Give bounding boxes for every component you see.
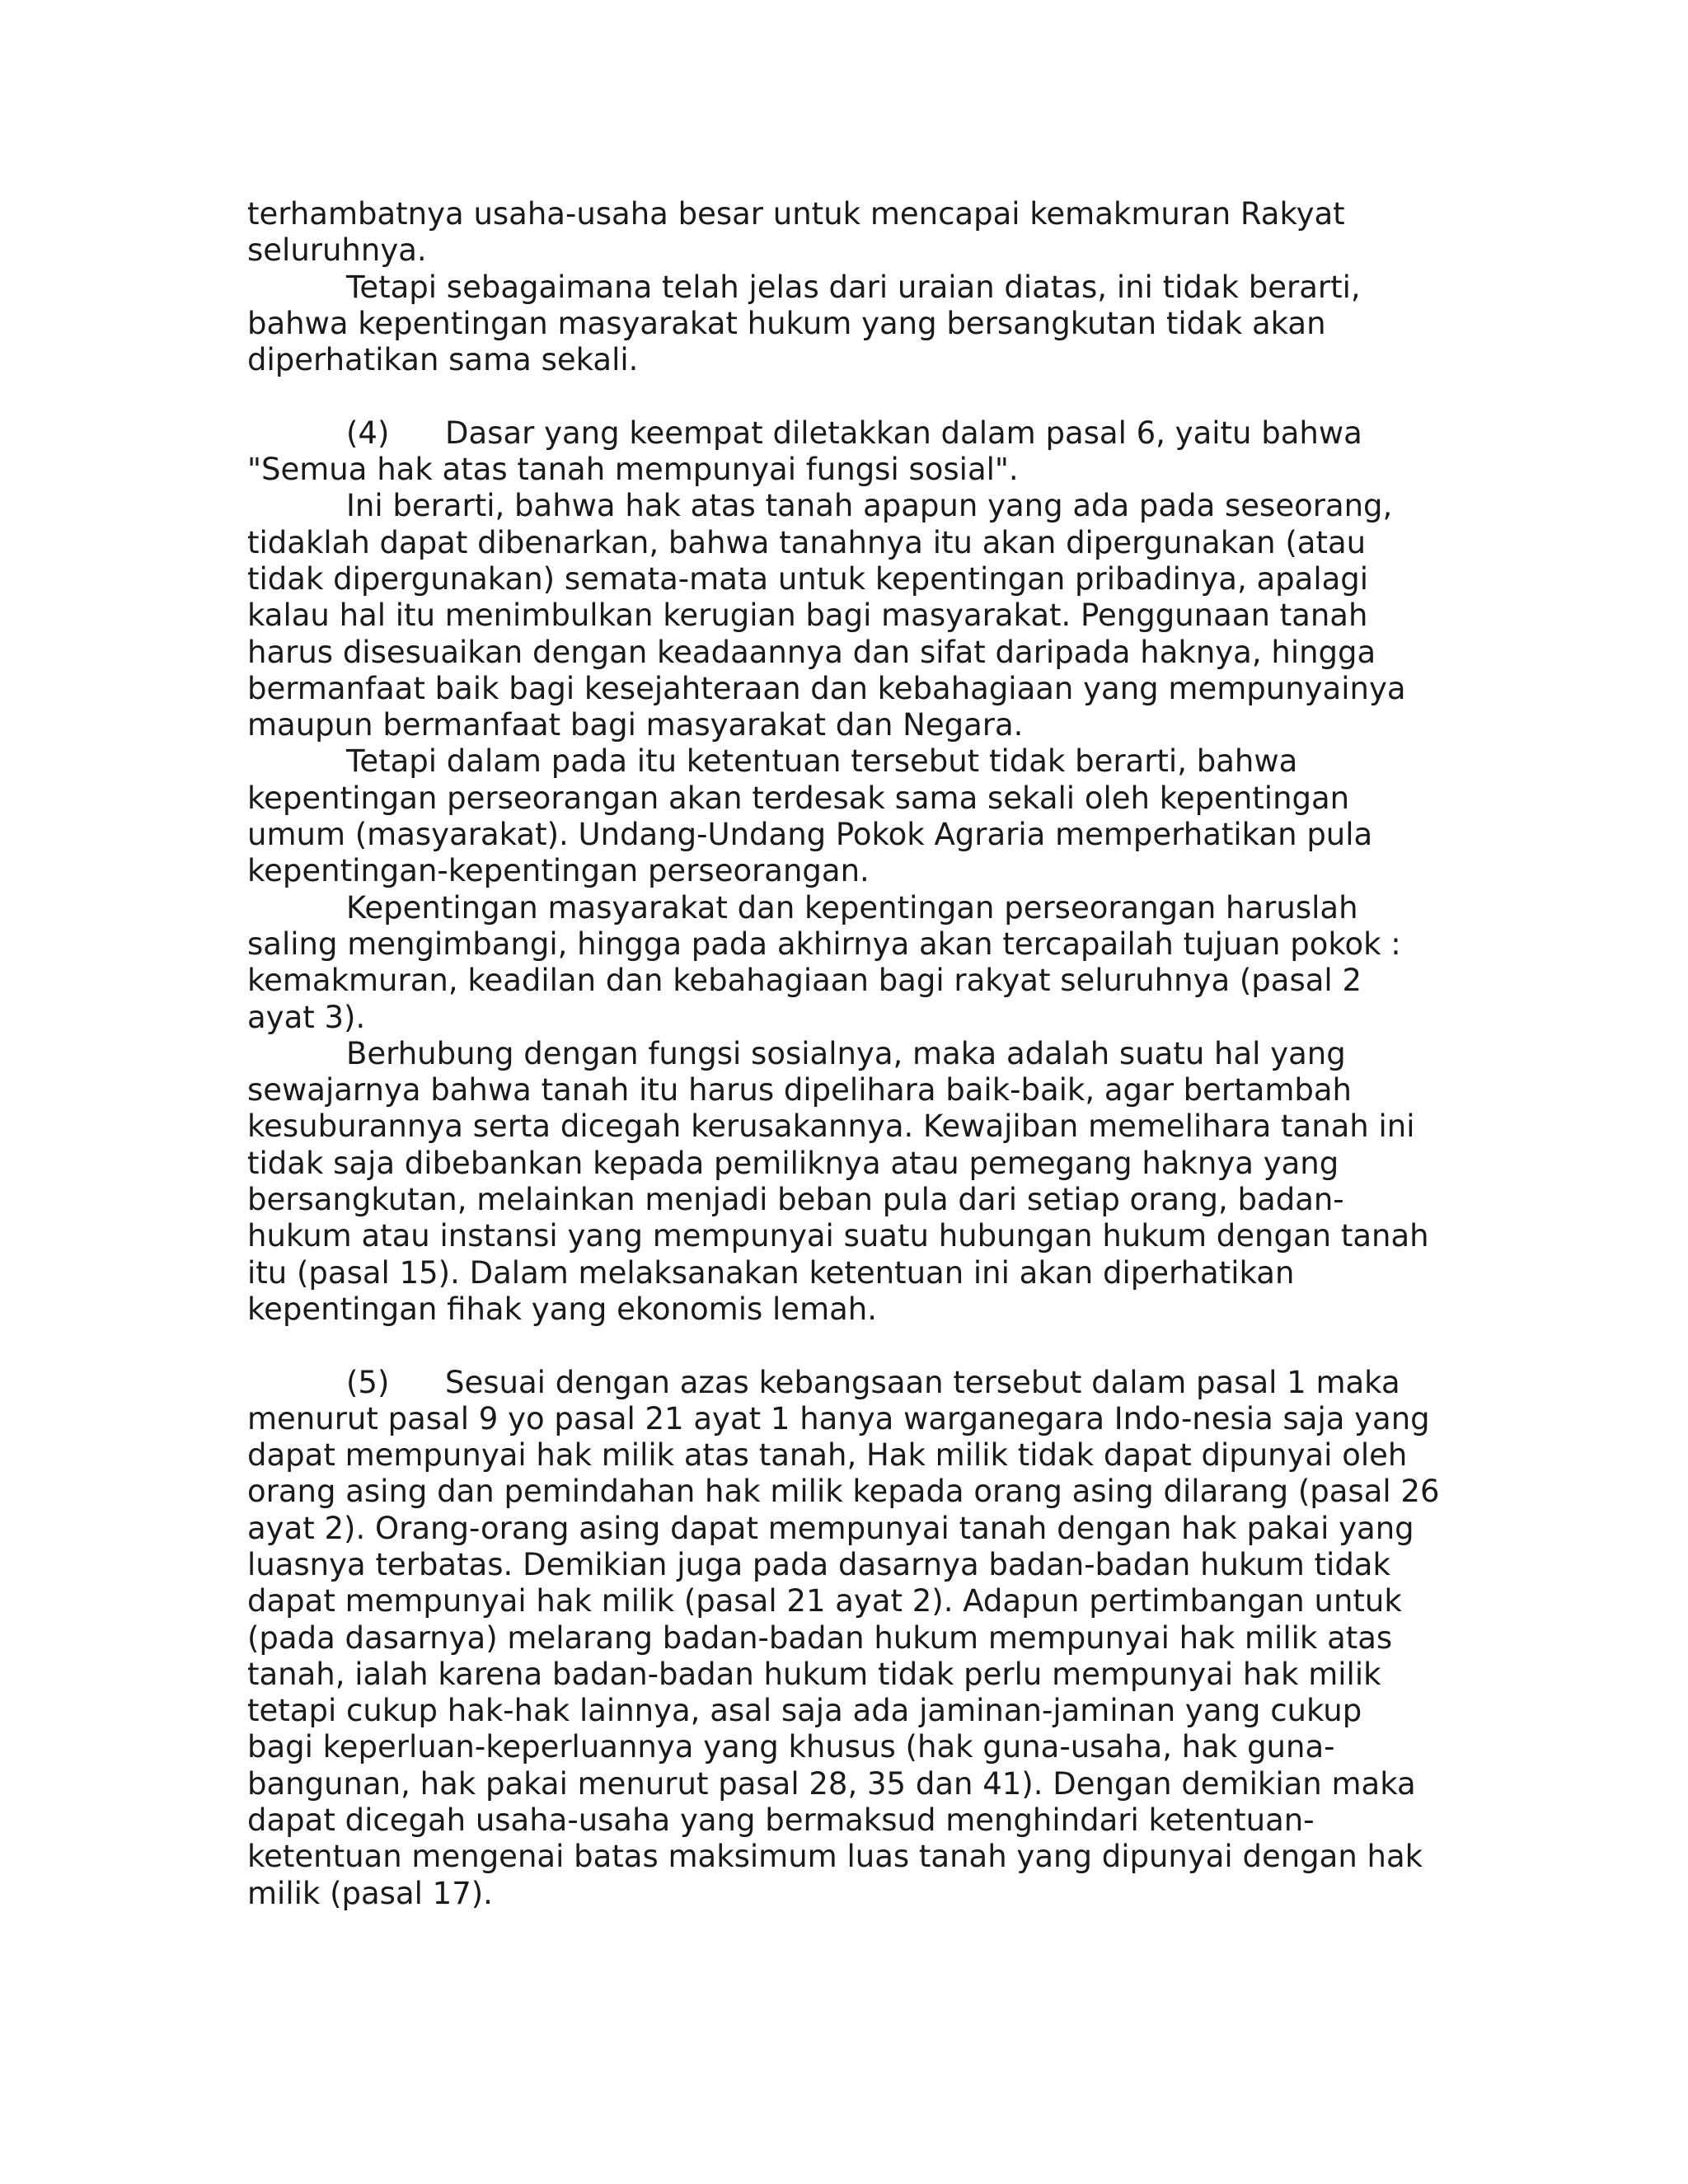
line-text: Tetapi dalam pada itu ketentuan tersebut tidak berarti, bahwa [346,743,1298,780]
paragraph [247,890,1451,1036]
text-line [247,1583,1451,1619]
line-text: saling mengimbangi, hingga pada akhirnya akan tercapailah tujuan pokok : [247,926,1401,962]
line-text: kepentingan-kepentingan perseorangan. [247,853,870,889]
text-line [247,1036,1451,1072]
line-text: menurut pasal 9 yo pasal 21 ayat 1 hanya warganegara Indo-nesia saja yang [247,1400,1430,1436]
line-text: tidaklah dapat dibenarkan, bahwa tanahnya itu akan dipergunakan (atau [247,524,1367,560]
text-line [247,488,1451,524]
line-text: Kepentingan masyarakat dan kepentingan perseorangan haruslah [346,889,1358,926]
line-text: umum (masyarakat). Undang-Undang Pokok Agraria memperhatikan pula [247,817,1373,853]
line-text: seluruhnya. [247,232,427,269]
text-line [247,1729,1451,1765]
line-text: milik (pasal 17). [247,1875,493,1911]
line-text: tanah, ialah karena badan-badan hukum tidak perlu mempunyai hak milik [247,1656,1381,1692]
line-text: kepentingan perseorangan akan terdesak sama sekali oleh kepentingan [247,780,1350,816]
line-text: Ini berarti, bahwa hak atas tanah apapun yang ada pada seseorang, [346,488,1393,524]
line-text: maupun bermanfaat bagi masyarakat dan Negara. [247,707,1024,743]
line-text: ayat 3). [247,999,366,1035]
text-line [247,342,1451,378]
paragraph [247,196,1451,269]
line-text: kesuburannya serta dicegah kerusakannya. Kewajiban memelihara tanah ini [247,1108,1415,1145]
line-text: "Semua hak atas tanah mempunyai fungsi sosial". [247,452,1019,488]
line-text: Dasar yang keempat diletakkan dalam pasal 6, yaitu bahwa [445,415,1362,451]
text-line [247,1766,1451,1802]
text-line [247,1291,1451,1328]
text-line [247,269,1451,306]
text-line [247,1072,1451,1108]
line-text: dapat mempunyai hak milik (pasal 21 ayat 2). Adapun pertimbangan untuk [247,1583,1402,1619]
line-text: bangunan, hak pakai menurut pasal 28, 35 dan 41). Dengan demikian maka [247,1765,1416,1802]
paragraph [247,1036,1451,1328]
text-line [247,1547,1451,1583]
line-text: ayat 2). Orang-orang asing dapat mempunyai tanah dengan hak pakai yang [247,1510,1414,1546]
line-text: Sesuai dengan azas kebangsaan tersebut dalam pasal 1 maka [445,1364,1400,1400]
text-line [247,890,1451,926]
text-line [247,743,1451,780]
line-text: kemakmuran, keadilan dan kebahagiaan bagi rakyat seluruhnya (pasal 2 [247,963,1362,999]
text-line [247,1000,1451,1036]
paragraph-number: (5) [346,1364,390,1400]
text-line [247,1437,1451,1474]
line-text: terhambatnya usaha-usaha besar untuk mencapai kemakmuran Rakyat [247,196,1345,232]
text-line [247,561,1451,598]
text-line [247,1511,1451,1547]
text-line [247,1876,1451,1912]
text-line [247,1182,1451,1218]
text-line [247,452,1451,488]
text-line [247,1108,1451,1145]
line-text: Berhubung dengan fungsi sosialnya, maka adalah suatu hal yang [346,1035,1346,1071]
text-line [247,635,1451,671]
line-text: itu (pasal 15). Dalam melaksanakan ketentuan ini akan diperhatikan [247,1254,1295,1291]
numbered-paragraph [247,1365,1451,1912]
paragraph-number: (4) [346,415,390,451]
line-text: hukum atau instansi yang mempunyai suatu hubungan hukum dengan tanah [247,1218,1429,1254]
text-line [247,1365,1451,1401]
line-text: ketentuan mengenai batas maksimum luas tanah yang dipunyai dengan hak [247,1839,1423,1875]
text-line [247,415,1451,452]
line-text: kalau hal itu menimbulkan kerugian bagi masyarakat. Penggunaan tanah [247,598,1368,634]
numbered-paragraph [247,415,1451,489]
text-line [247,963,1451,999]
text-line [247,196,1451,232]
paragraph-gap [247,378,1451,415]
line-text: (pada dasarnya) melarang badan-badan hukum mempunyai hak milik atas [247,1619,1393,1656]
paragraph [247,269,1451,379]
text-line [247,1620,1451,1657]
line-text: bahwa kepentingan masyarakat hukum yang bersangkutan tidak akan [247,305,1326,341]
document-page [247,196,1451,1912]
text-line [247,926,1451,963]
line-text: orang asing dan pemindahan hak milik kepada orang asing dilarang (pasal 26 [247,1474,1440,1510]
paragraph [247,743,1451,889]
line-text: sewajarnya bahwa tanah itu harus dipelihara baik-baik, agar bertambah [247,1072,1352,1108]
text-line [247,1657,1451,1693]
line-text: Tetapi sebagaimana telah jelas dari uraian diatas, ini tidak berarti, [346,269,1361,305]
text-line [247,1255,1451,1291]
line-text: harus disesuaikan dengan keadaannya dan sifat daripada haknya, hingga [247,634,1376,670]
line-text: tidak saja dibebankan kepada pemiliknya atau pemegang haknya yang [247,1145,1339,1181]
paragraph [247,488,1451,743]
text-line [247,853,1451,889]
line-text: kepentingan fihak yang ekonomis lemah. [247,1291,877,1327]
text-line [247,1839,1451,1875]
text-line [247,707,1451,743]
line-text: luasnya terbatas. Demikian juga pada dasarnya badan-badan hukum tidak [247,1546,1390,1582]
line-text: bermanfaat baik bagi kesejahteraan dan kebahagiaan yang mempunyainya [247,670,1406,706]
line-text: dapat mempunyai hak milik atas tanah, Hak milik tidak dapat dipunyai oleh [247,1437,1408,1474]
text-line [247,306,1451,342]
line-text: tetapi cukup hak-hak lainnya, asal saja ada jaminan-jaminan yang cukup [247,1693,1362,1729]
text-line [247,817,1451,853]
line-text: dapat dicegah usaha-usaha yang bermaksud menghindari ketentuan- [247,1802,1315,1839]
text-line [247,598,1451,634]
line-text: tidak dipergunakan) semata-mata untuk kepentingan pribadinya, apalagi [247,560,1369,597]
line-text: bagi keperluan-keperluannya yang khusus (hak guna-usaha, hak guna- [247,1729,1335,1765]
text-line [247,671,1451,707]
text-line [247,1693,1451,1729]
line-text: bersangkutan, melainkan menjadi beban pula dari setiap orang, badan- [247,1182,1344,1218]
text-line [247,1401,1451,1437]
text-line [247,1802,1451,1839]
paragraph-gap [247,1328,1451,1364]
text-line [247,232,1451,269]
text-line [247,1474,1451,1510]
text-line [247,525,1451,561]
text-line [247,780,1451,817]
text-line [247,1146,1451,1182]
text-line [247,1218,1451,1254]
line-text: diperhatikan sama sekali. [247,342,639,378]
